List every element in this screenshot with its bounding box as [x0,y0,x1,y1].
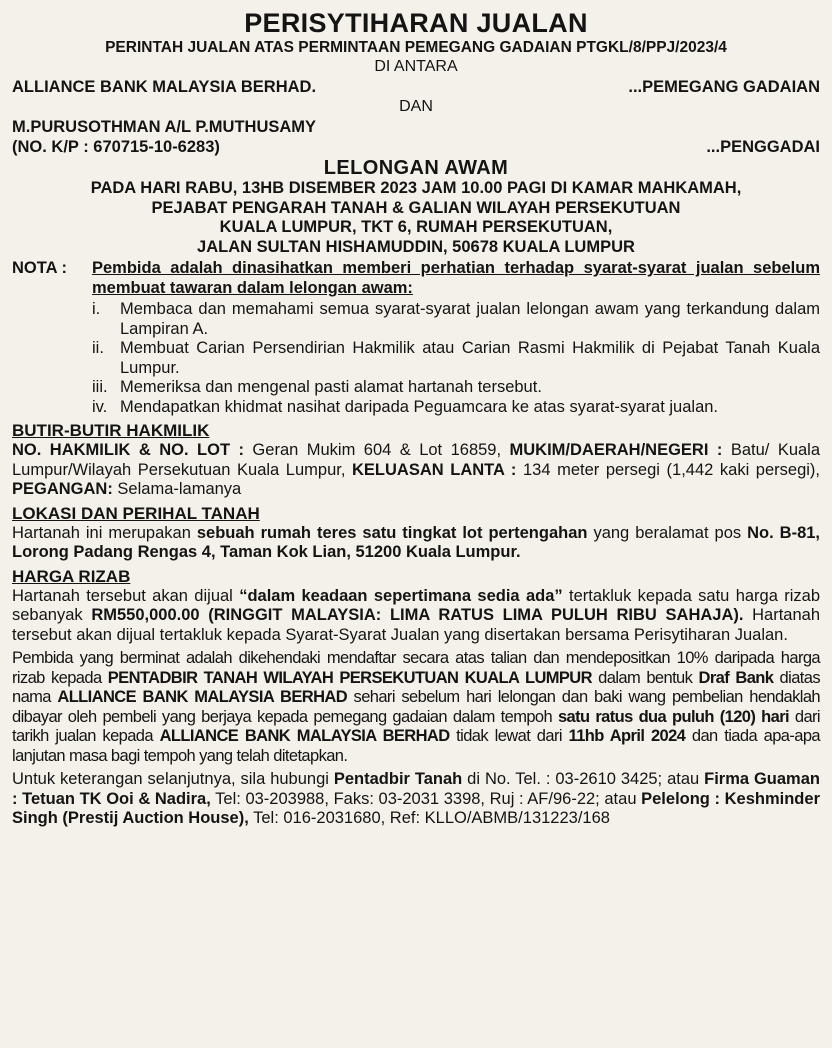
contact-text: Untuk keterangan selanjutnya, sila hubungi [12,770,334,788]
mukim-value: Batu/ Kuala Lumpur/Wilayah Persekutuan Kuala Lumpur, [12,441,821,479]
section-heading-location: LOKASI DAN PERIHAL TANAH [12,503,260,523]
party-row-chargor [12,137,820,157]
floor-area-label: KELUASAN LANTA : [352,460,517,479]
land-administrator: PENTADBIR TANAH WILAYAH PERSEKUTUAN KUALA LUMPUR [107,668,592,687]
property-address: No. B-81, Lorong Padang Rengas 4, Taman Kok Lian, 51200 Kuala Lumpur. [12,523,821,561]
bank-draft: Draf Bank [698,668,774,687]
floor-area-value: 134 meter persegi (1,442 kaki persegi), [516,460,821,479]
mukim-label: MUKIM/DAERAH/NEGERI : [509,441,723,459]
deposit-text: dalam bentuk [591,668,699,687]
chargor-name-row [12,117,820,137]
contact-auctioneer: Pelelong : Keshminder Singh (Prestij Auction House), [12,789,820,827]
deposit-text: dan tiada apa-apa lanjutan masa bagi tempoh yang telah ditetapkan. [12,727,820,765]
chargee-name: ALLIANCE BANK MALAYSIA BERHAD. [12,78,317,96]
list-item-number: iii. [92,378,108,396]
list-item-number: iv. [92,397,108,416]
list-item [92,339,820,378]
list-item-number: i. [92,300,101,318]
and-label: DAN [399,98,433,115]
chargor-ic: (NO. K/P : 670715-10-6283) [12,138,220,156]
list-item-text: Membaca dan memahami semua syarat-syarat jualan lelongan awam yang terkandung dalam Lampiran A. [120,300,820,338]
payment-period: satu ratus dua puluh (120) hari [557,707,790,726]
contact-land-administrator: Pentadbir Tanah [333,770,463,788]
nota-list [92,300,820,417]
reserve-text: Hartanah tersebut akan dijual [12,586,240,605]
deposit-text: tidak lewat dari [449,727,569,745]
bank-name: ALLIANCE BANK MALAYSIA BERHAD [57,688,348,706]
chargor-name: M.PURUSOTHMAN A/L P.MUTHUSAMY [12,118,317,136]
title-number-label: NO. HAKMILIK & NO. LOT : [12,441,244,459]
property-type: sebuah rumah teres satu tingkat lot pertengahan [196,523,588,542]
contact-text: Tel: 03-203988, Faks: 03-2031 3398, Ruj : AF/96-22; atau [210,789,642,808]
title-number-value: Geran Mukim 604 & Lot 16859, [243,441,510,459]
between-label: DI ANTARA [374,58,458,75]
list-item-text: Mendapatkan khidmat nasihat daripada Peguamcara ke atas syarat-syarat jualan. [120,397,719,416]
as-is-condition: “dalam keadaan sepertimana sedia ada” [239,586,563,605]
auction-title: LELONGAN AWAM [323,157,509,179]
list-item [92,398,820,418]
auction-line-4: JALAN SULTAN HISHAMUDDIN, 50678 KUALA LUMPUR [197,237,635,256]
auction-line-1: PADA HARI RABU, 13HB DISEMBER 2023 JAM 10.00 PAGI DI KAMAR MAHKAMAH, [90,179,742,197]
deposit-text: sehari sebelum hari lelongan dan baki wang pembelian hendaklah dibayar oleh pembeli yang berjaya kepada pemegang gadaian dalam tempoh [12,688,820,726]
nota-label: NOTA : [12,259,67,277]
section-heading-reserve-price: HARGA RIZAB [12,566,131,586]
document-subtitle: PERINTAH JUALAN ATAS PERMINTAAN PEMEGANG GADAIAN PTGKL/8/PPJ/2023/4 [105,39,727,56]
list-item-number: ii. [92,339,104,357]
contact-paragraph [12,770,820,829]
nota-block [12,259,820,298]
auction-line-3: KUALA LUMPUR, TKT 6, RUMAH PERSEKUTUAN, [219,218,613,236]
location-text: Hartanah ini merupakan [12,523,197,542]
deposit-text: Pembida yang berminat adalah dikehendaki mendaftar secara atas talian dan mendepositkan 10% daripada harga rizab kepada [12,649,820,687]
deposit-text: dari tarikh jualan kepada [12,707,821,745]
reserve-text: tertakluk kepada satu harga rizab sebanyak [12,586,821,624]
contact-law-firm: Firma Guaman : Tetuan TK Ooi & Nadira, [12,770,820,808]
contact-text: Tel: 016-2031680, Ref: KLLO/ABMB/131223/168 [248,809,610,827]
reserve-paragraph-1 [12,587,820,646]
location-text: yang beralamat pos [587,523,748,542]
document-title: PERISYTIHARAN JUALAN [244,8,588,38]
location-paragraph [12,524,820,563]
chargee-role: ...PEMEGANG GADAIAN [628,78,820,96]
list-item-text: Membuat Carian Persendirian Hakmilik atau Carian Rasmi Hakmilik di Pejabat Tanah Kuala Lumpur. [120,339,820,377]
section-heading-title-details: BUTIR-BUTIR HAKMILIK [12,421,210,440]
reserve-paragraph-2 [12,649,820,766]
list-item [92,300,820,339]
deposit-text: diatas nama [12,668,820,706]
reserve-text: Hartanah tersebut akan dijual tertakluk kepada Syarat-Syarat Jualan yang disertakan bersama Perisytiharan Jualan. [12,606,821,644]
nota-text: Pembida adalah dinasihatkan memberi perhatian terhadap syarat-syarat jualan sebelum membuat tawaran dalam lelongan awam: [92,259,820,297]
chargor-role: ...PENGGADAI [706,138,820,156]
bank-name: ALLIANCE BANK MALAYSIA BERHAD [159,727,450,745]
auction-line-2: PEJABAT PENGARAH TANAH & GALIAN WILAYAH PERSEKUTUAN [151,198,681,217]
tenure-label: PEGANGAN: [12,480,113,498]
tenure-value: Selama-lamanya [112,480,242,498]
title-details-paragraph [12,441,820,500]
list-item [92,378,820,398]
contact-text: di No. Tel. : 03-2610 3425; atau [462,770,705,788]
list-item-text: Memeriksa dan mengenal pasti alamat hartanah tersebut. [120,378,542,396]
reserve-price: RM550,000.00 (RINGGIT MALAYSIA: LIMA RATUS LIMA PULUH RIBU SAHAJA). [91,606,744,624]
party-row-chargee [12,77,820,97]
payment-deadline: 11hb April 2024 [568,727,686,745]
